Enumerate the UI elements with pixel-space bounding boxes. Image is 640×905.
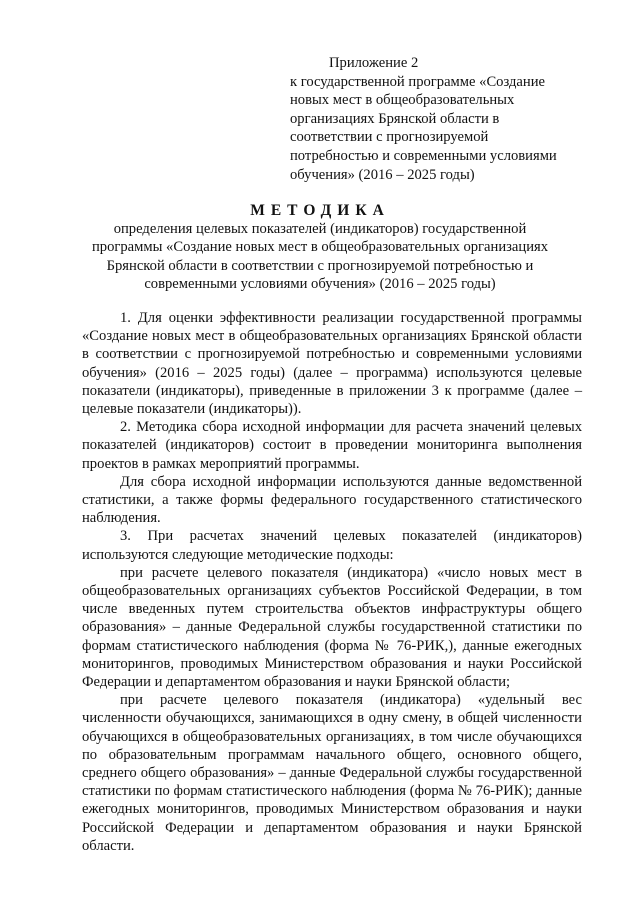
document-body xyxy=(82,309,582,855)
paragraph-1: 1. Для оценки эффективности реализации государственной программы «Создание новых мест в общеобразовательных организациях Брянской области в соответствии с прогнозируемой потребностью и современными условиями обучения» (2016 – 2025 годы) (далее – программа) используются целевые показатели (индикаторы), приведенные в приложении 3 к программе (далее – целевые показатели (индикаторы)). xyxy=(82,310,582,418)
document-title: МЕТОДИКА xyxy=(250,202,390,219)
document-subtitle: определения целевых показателей (индикаторов) государственной программы «Создание новых мест в общеобразовательных организациях Брянской области в соответствии с прогнозируемой потребностью и современными условиями обучения» (2016 – 2025 годы) xyxy=(91,221,549,293)
paragraph-2: 2. Методика сбора исходной информации для расчета значений целевых показателей (индикаторов) состоит в проведении мониторинга выполнения проектов в рамках мероприятий программы. xyxy=(82,419,582,472)
paragraph-6: при расчете целевого показателя (индикатора) «удельный вес численности обучающихся, занимающихся в одну смену, в общей численности обучающихся в общеобразовательных организациях, в том числе обучающихся по образовательным программам начального общего, основного общего, среднего общего образования» – данные Федеральной службы государственной статистики по формам статистического наблюдения (форма № 76-РИК); данные ежегодных мониторингов, проводимых Министерством образования и науки Российской Федерации и департаментом образования и науки Брянской области. xyxy=(82,692,582,854)
appendix-reference: к государственной программе «Создание новых мест в общеобразовательных организациях Брянской области в соответствии с прогнозируемой потребностью и современными условиями обучения» (2016 – 2025 годы) xyxy=(290,73,557,183)
appendix-block xyxy=(290,54,580,184)
paragraph-3: Для сбора исходной информации используются данные ведомственной статистики, а также формы федерального государственного статистического наблюдения. xyxy=(82,473,582,527)
paragraph-4: 3. При расчетах значений целевых показателей (индикаторов) используются следующие методические подходы: xyxy=(82,528,582,563)
appendix-title: Приложение 2 xyxy=(329,55,419,71)
paragraph-5: при расчете целевого показателя (индикатора) «число новых мест в общеобразовательных организациях субъектов Российской Федерации, в том числе введенных путем строительства объектов инфраструктуры общего образования» – данные Федеральной службы государственной статистики по формам статистического наблюдения (форма № 76-РИК,), данные ежегодных мониторингов, проводимых Министерством образования и науки Российской Федерации и департаментом образования и науки Брянской области; xyxy=(82,564,582,691)
